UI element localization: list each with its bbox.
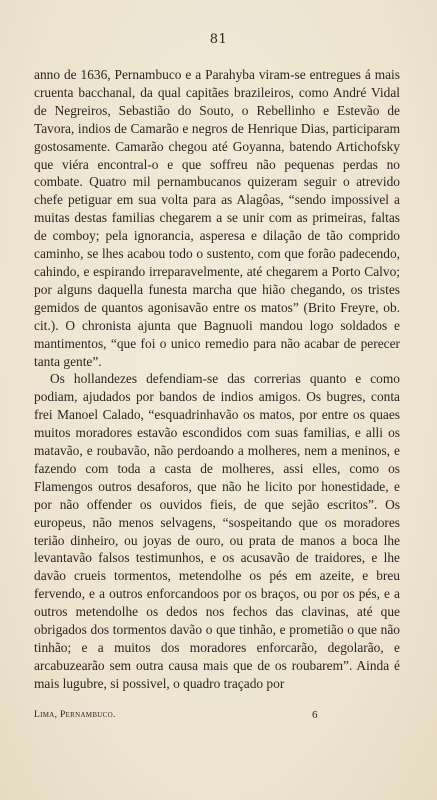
page-footer (34, 710, 400, 720)
paragraph-1: anno de 1636, Pernambuco e a Parahyba viram-se entregues á mais cruenta bacchanal, da qual capitães brazileiros, como André Vidal de Negreiros, Sebastião do Souto, o Rebellinho e Estevão de Tavora, indios de Camarão e negros de Henrique Dias, participaram gostosamente. Camarão chegou até Goyanna, batendo Artichofsky que viéra encontral-o e que soffreu não pequenas perdas no combate. Quatro mil pernambucanos quizeram seguir o atrevido chefe petiguar em sua volta para as Alagôas, “sendo impossivel a muitas destas familias chegarem a se unir com as primeiras, faltas de comboy; pela ignorancia, asperesa e dilação de tão comprido caminho, se lhes acabou todo o sustento, com que forão padecendo, cahindo, e espirando irreparavelmente, até chegarem a Porto Calvo; por alguns daquella funesta marcha que hião chegando, os tristes gemidos de quantos agonisavão entre os matos” (Brito Freyre, ob. cit.). O chronista ajunta que Bagnuoli mandou logo soldados e mantimentos, “que foi o unico remedio para não acabar de perecer tanta gente”. (34, 67, 400, 369)
body-text (34, 66, 400, 693)
running-footer-author: Lima, Pernambuco. (34, 710, 116, 720)
page-number: 81 (209, 32, 228, 47)
paragraph-2: Os hollandezes defendiam-se das correrias quanto e como podiam, ajudados por bandos de indios amigos. Os bugres, conta frei Manoel Calado, “esquadrinhavão os matos, por entre os quaes muitos moradores estavão escondidos com suas familias, e alli os matavão, e roubavão, não perdoando a molheres, nem a meninos, e fazendo com toda a casta de molheres, assi elles, como os Flamengos outros desaforos, que não he licito por honestidade, e por não offender os ouvidos fieis, de que sejão escritos”. Os europeus, não menos selvagens, “sospeitando que os moradores terião dinheiro, ou joyas de ouro, ou prata de manos a boca lhe levantavão falsos testimunhos, e os acusavão de traidores, e lhe davão crueis tormentos, metendolhe os pés em azeite, e breu fervendo, e a outros enforcandoos por os braços, ou por os pés, e a outros metendolhe os dedos nos fechos das clavinas, até que obrigados dos tormentos davão o que tinhão, e prometião o que não tinhão; e a muitos dos moradores enforcarão, degolarão, e arcabuzearão sem outra causa mais que de os roubarem”. Ainda é mais lugubre, si possivel, o quadro traçado por (34, 371, 400, 691)
signature-mark: 6 (312, 709, 318, 721)
